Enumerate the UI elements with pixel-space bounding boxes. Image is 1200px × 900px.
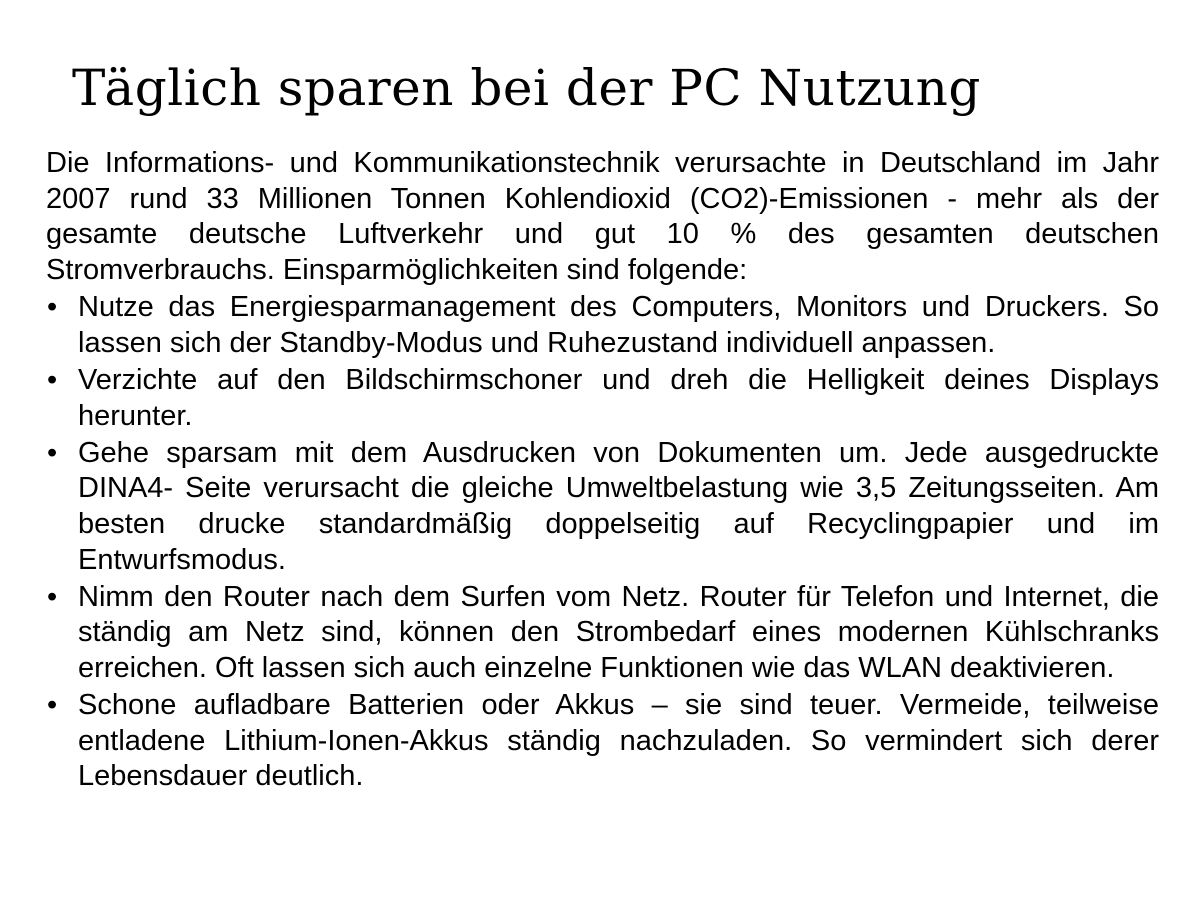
tip-item-energy-management — [46, 290, 1159, 361]
bullet-icon: • — [47, 291, 58, 324]
tip-item-router — [46, 580, 1159, 687]
tip-text: Verzichte auf den Bildschirmschoner und dreh die Helligkeit deines Displays herunter. — [78, 363, 1159, 432]
tip-item-batteries — [46, 688, 1159, 795]
slide-title: Täglich sparen bei der PC Nutzung — [72, 59, 981, 117]
slide-content — [46, 146, 1159, 795]
tip-item-printing — [46, 436, 1159, 579]
tip-text: Gehe sparsam mit dem Ausdrucken von Dokumenten um. Jede ausgedruckte DINA4- Seite verursacht die gleiche Umweltbelastung wie 3,5 Zeitungsseiten. Am besten drucke standardmäßig doppelseitig auf Recyclingpapier und im Entwurfsmodus. — [78, 436, 1159, 576]
tip-text: Schone aufladbare Batterien oder Akkus – sie sind teuer. Vermeide, teilweise entladene Lithium-Ionen-Akkus ständig nachzuladen. So vermindert sich derer Lebensdauer deutlich. — [78, 689, 1159, 793]
bullet-icon: • — [47, 436, 58, 469]
bullet-icon: • — [47, 363, 58, 396]
intro-paragraph: Die Informations- und Kommunikationstechnik verursachte in Deutschland im Jahr 2007 rund 33 Millionen Tonnen Kohlendioxid (CO2)-Emissionen - mehr als der gesamte deutsche Luftverkehr und gut 10 % des gesamten deutschen Stromverbrauchs. Einsparmöglichkeiten sind folgende: — [46, 147, 1159, 287]
tip-text: Nimm den Router nach dem Surfen vom Netz. Router für Telefon und Internet, die ständig am Netz sind, können den Strombedarf eines modernen Kühlschranks erreichen. Oft lassen sich auch einzelne Funktionen wie das WLAN deaktivieren. — [78, 580, 1159, 685]
bullet-icon: • — [47, 689, 58, 722]
bullet-icon: • — [47, 580, 58, 613]
tip-item-screensaver — [46, 363, 1159, 434]
tips-list — [46, 290, 1159, 795]
tip-text: Nutze das Energiesparmanagement des Computers, Monitors und Druckers. So lassen sich der Standby-Modus und Ruhezustand individuell anpassen. — [78, 291, 1159, 359]
